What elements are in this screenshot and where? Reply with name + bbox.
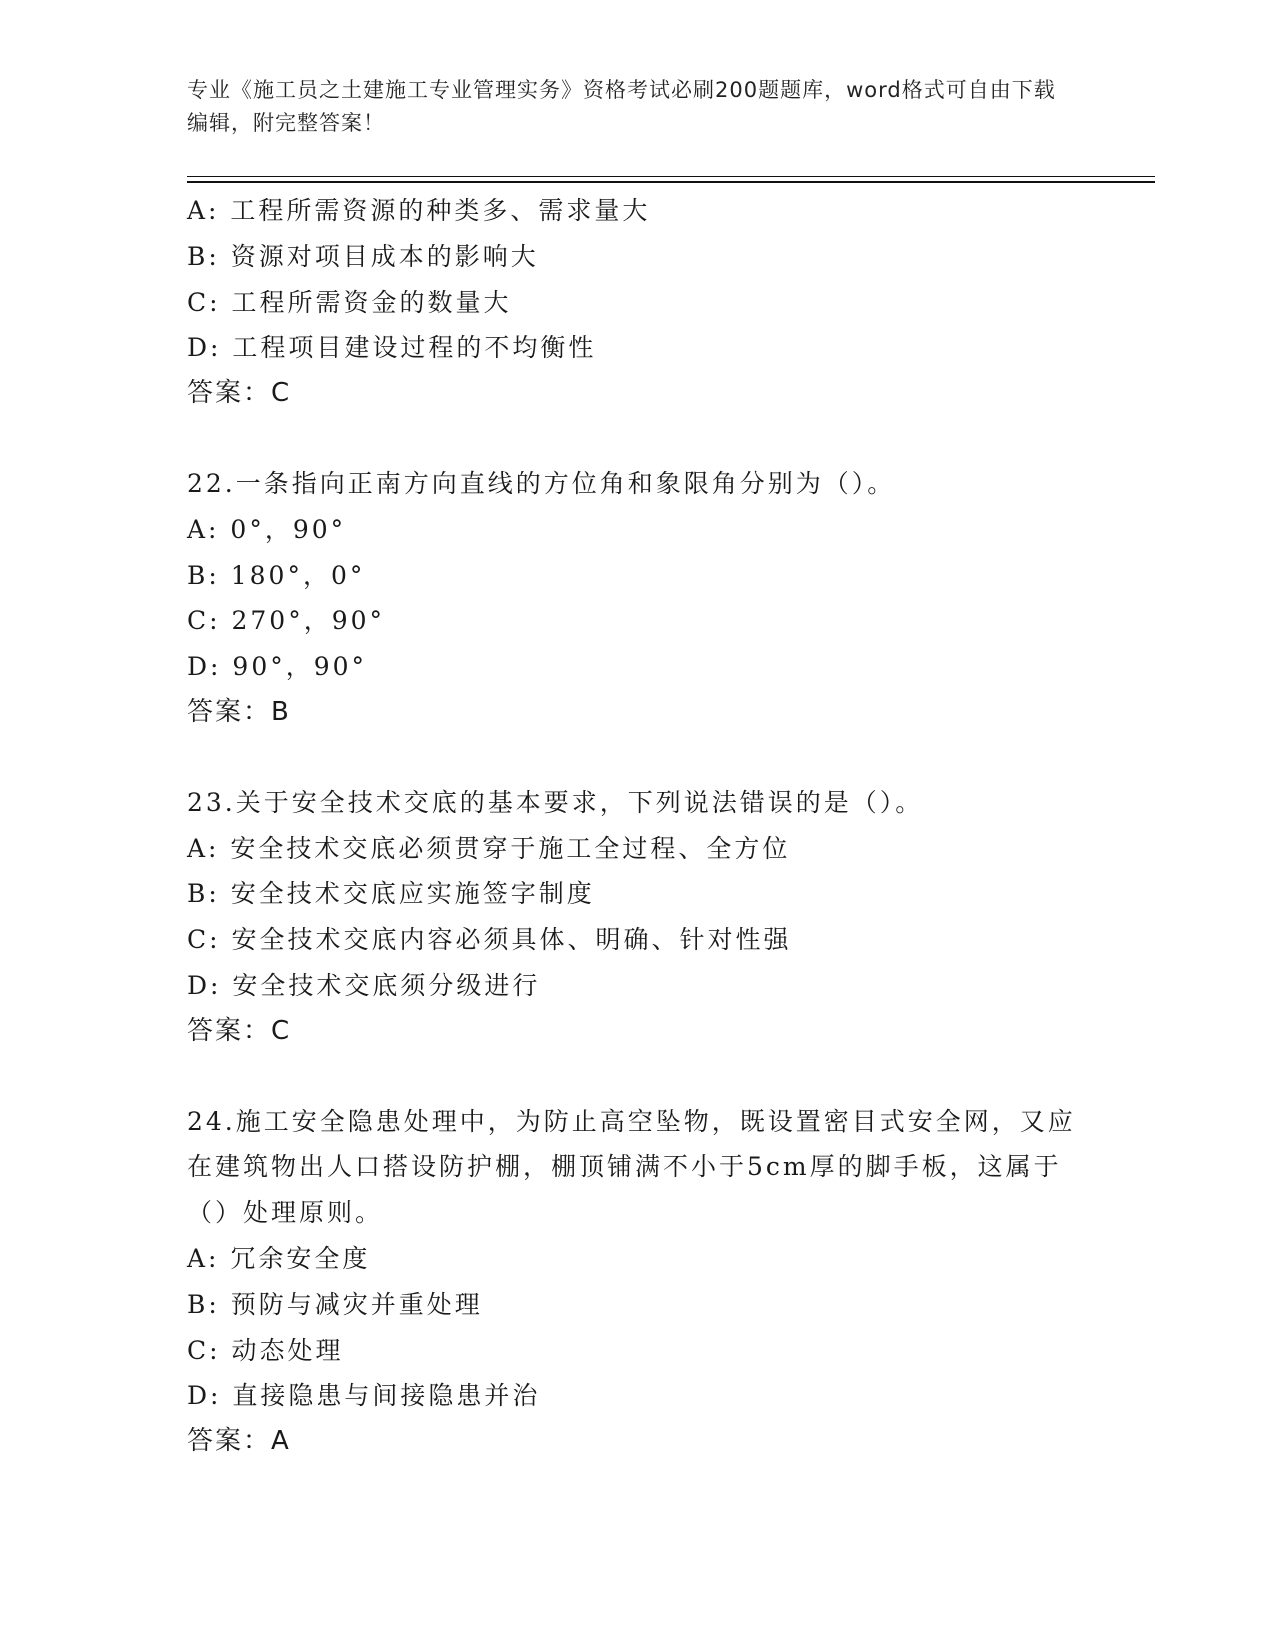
spacer xyxy=(187,1055,1087,1099)
document-header: 专业《施工员之土建施工专业管理实务》资格考试必刷200题题库，word格式可自由下载编辑，附完整答案！ xyxy=(187,78,1056,135)
answer-line: 答案：B xyxy=(187,696,291,727)
question-block-24 xyxy=(187,1099,1087,1465)
question-block-23 xyxy=(187,780,1087,1055)
question-block-21 xyxy=(187,188,1087,417)
option-a: A: 0°，90° xyxy=(187,514,347,544)
question-list xyxy=(187,188,1087,1465)
header-rule-top xyxy=(187,176,1155,177)
answer-line: 答案：C xyxy=(187,1015,292,1046)
option-d: D: 90°，90° xyxy=(187,652,368,682)
option-c: C: 动态处理 xyxy=(187,1335,344,1365)
question-stem: 24.施工安全隐患处理中，为防止高空坠物，既设置密目式安全网，又应在建筑物出人口搭设防护棚，棚顶铺满不小于5cm厚的脚手板，这属于（）处理原则。 xyxy=(187,1106,1076,1228)
option-a: A: 冗余安全度 xyxy=(187,1243,371,1273)
option-b: B: 180°，0° xyxy=(187,560,366,590)
answer-line: 答案：A xyxy=(187,1426,291,1457)
option-b: B: 安全技术交底应实施签字制度 xyxy=(187,879,595,909)
option-c: C: 安全技术交底内容必须具体、明确、针对性强 xyxy=(187,925,792,955)
option-b: B: 预防与减灾并重处理 xyxy=(187,1289,483,1319)
option-c: C: 270°，90° xyxy=(187,606,386,636)
answer-line: 答案：C xyxy=(187,378,292,409)
question-stem: 23.关于安全技术交底的基本要求，下列说法错误的是（）。 xyxy=(187,787,924,817)
question-block-22 xyxy=(187,461,1087,736)
option-d: D: 工程项目建设过程的不均衡性 xyxy=(187,333,597,363)
option-a: A: 工程所需资源的种类多、需求量大 xyxy=(187,196,651,225)
option-c: C: 工程所需资金的数量大 xyxy=(187,287,512,317)
spacer xyxy=(187,417,1087,461)
option-a: A: 安全技术交底必须贯穿于施工全过程、全方位 xyxy=(187,833,791,863)
header-rule-bottom xyxy=(187,181,1155,183)
option-b: B: 资源对项目成本的影响大 xyxy=(187,241,539,271)
question-stem: 22.一条指向正南方向直线的方位角和象限角分别为（）。 xyxy=(187,468,896,498)
spacer xyxy=(187,736,1087,780)
option-d: D: 直接隐患与间接隐患并治 xyxy=(187,1381,541,1411)
option-d: D: 安全技术交底须分级进行 xyxy=(187,970,541,1000)
